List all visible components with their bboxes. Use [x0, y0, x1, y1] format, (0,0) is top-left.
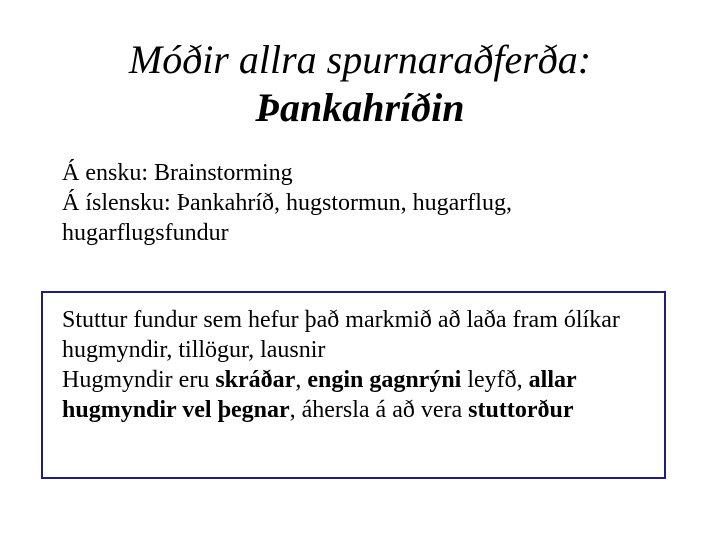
title-line-1: Móðir allra spurnaraðferða:	[128, 37, 592, 82]
rules-bold-concise: stuttorður	[468, 397, 574, 423]
english-term: Á ensku: Brainstorming	[62, 160, 293, 186]
slide-title	[0, 36, 720, 132]
rules-text-2: ,	[295, 367, 308, 393]
rules-text-4: , áhersla á að vera	[289, 397, 469, 423]
definition-box	[41, 291, 666, 479]
rules-bold-no-criticism: engin gagnrýni	[307, 367, 462, 393]
definition-box-content	[62, 305, 657, 425]
intro-block	[62, 158, 682, 248]
rules-text-3: leyfð,	[461, 367, 529, 393]
title-line-2: Þankahríðin	[255, 85, 465, 130]
rules-text	[62, 365, 657, 425]
icelandic-terms: Á íslensku: Þankahríð, hugstormun, hugarflug, hugarflugsfundur	[62, 190, 512, 246]
rules-text-1: Hugmyndir eru	[62, 367, 216, 393]
definition-text: Stuttur fundur sem hefur það markmið að laða fram ólíkar hugmyndir, tillögur, lausnir	[62, 307, 620, 363]
rules-bold-recorded: skráðar	[215, 367, 296, 393]
rules-bold-all-ideas-welcome: allar hugmyndir vel þegnar	[62, 367, 577, 423]
